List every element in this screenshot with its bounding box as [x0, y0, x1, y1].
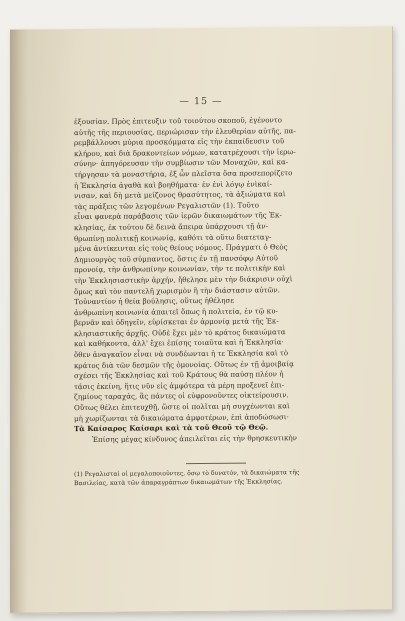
- text-line: ζημίους ταραχάς, ἃς πάντες οἱ εὐφρονοῦντες οἰκτείρουσιν.: [74, 390, 289, 402]
- text-line: τάσις ἐκείνη, ἥτις νῦν εἰς ἀμφότερα τὰ μέρη προξενεῖ ἐπι-: [74, 380, 285, 391]
- text-line: προνοίᾳ, τὴν ἀνθρωπίνην κοινωνίαν, τὴν τε πολιτικὴν καὶ: [74, 263, 286, 275]
- text-line: Δημιουργὸς τοῦ σύμπαντος, ὅστις ἐν τῇ πανσόφῳ Αὐτοῦ: [74, 253, 278, 264]
- text-line: ρεμβάλλουσι μύρια προσκόμματα εἰς τὴν ἐκπαίδευσιν τοῦ: [74, 136, 285, 148]
- text-line: μένα ἀντίκεινται εἰς τοὺς θείους νόμους. Πράγματι ὁ Θεὸς: [74, 242, 288, 254]
- page-number: — 15 —: [179, 95, 223, 108]
- text-line: τήργησαν τὰ μοναστήρια, ἐξ ὧν πλεῖστα ὅσα προσεπορίζετο: [74, 168, 293, 180]
- scripture-quote-line: Τὰ Καίσαρος Καίσαρι καὶ τὰ τοῦ Θεοῦ τῷ Θεῷ.: [74, 422, 269, 434]
- text-line: τὴν Ἐκκλησιαστικὴν ἀρχήν, ἤθελησε μὲν τὴν διάκρισιν οὐχὶ: [74, 274, 293, 286]
- text-line: ἡ Ἐκκλησία ἀγαθὰ καὶ βοηθήματα· ἐν ἑνὶ λόγῳ ἐνὶκαί-: [74, 178, 272, 190]
- text-line: σύνην· ἀπηγόρευσαν τὴν συμβίωσιν τῶν Μοναχῶν, καὶ κα-: [74, 157, 289, 169]
- page-binding-edge: [10, 30, 28, 613]
- text-line: κλησίας, ἐκ τούτου δὲ δεινὰ ἄπειρα ὑπάρχουσι τῇ ἀν-: [74, 221, 269, 233]
- text-line: κράτος διὰ τῶν δεσμῶν τῆς ὁμονοίας. Οὕτως ἐν τῇ ἀμοιβαίᾳ: [74, 358, 294, 370]
- text-line: καὶ καθήκοντα, ἀλλ' ἔχει ἐπίσης τοιαῦτα καὶ ἡ Ἐκκλησία·: [74, 337, 284, 349]
- footnote: [74, 467, 374, 488]
- text-line: ὅθεν ἀναγκαῖον εἶναι νὰ συνδέωνται ἡ τε Ἐκκλησία καὶ τὸ: [74, 348, 289, 360]
- text-line: ἐξουσίαν. Πρὸς ἐπιτευξιν τοῦ τοιούτου σκοποῦ, ἐγένοντο: [74, 115, 283, 127]
- text-line: Τοὐναντίον ἡ θεία βούλησις, οὕτως ἠθέλησε: [74, 295, 235, 307]
- text-line: κλήρου, καὶ διὰ δρακοντείων νόμων, κατατρέχουσι τὴν ἱερω-: [74, 146, 296, 158]
- text-line: σχέσει τῆς Ἐκκλησίας καὶ τοῦ Κράτους θὰ παύσῃ πλέον ἡ: [74, 369, 284, 381]
- text-line: κλησιαστικῆς ἀρχῆς. Οὐδὲ ἔχει μὲν τὸ κράτος δικαιώματα: [74, 327, 286, 338]
- text-line: ἀνθρωπίνη κοινωνία ἀπαιτεῖ ὅπως ἡ πολιτεία, ἐν τῷ κυ-: [74, 306, 278, 317]
- book-page: [10, 26, 393, 613]
- text-line: μὴ χωρίζωνται τὰ δικαιώματα ἀμφοτέρων, ἐπὶ ἀποδώσωσι·: [74, 411, 289, 423]
- text-line: Ἐπίσης μέγας κίνδυνος ἀπειλεῖται εἰς τὴν θρησκευτικὴν: [92, 432, 297, 444]
- text-line: Οὕτως θέλει ἐπιτευχθῇ, ὥστε οἱ πολῖται μὴ συγχέωνται καὶ: [74, 401, 290, 413]
- body-text: [74, 114, 374, 445]
- text-line: νισαν, καὶ δὴ μετὰ μείζονος θρασύτητος, τὰ ἀξιώματα καὶ: [74, 189, 286, 201]
- footnote-line: Βασιλείας, κατὰ τῶν ἀπαραγράπτων δικαιωμάτων τῆς Ἐκκλησίας.: [74, 478, 283, 488]
- footnote-divider: [186, 463, 246, 465]
- text-line: τὰς πράξεις τῶν λεγομένων Ρεγαλιστῶν (1). Τοῦτο: [74, 200, 260, 211]
- text-line: θρωπίνῃ πολιτικῇ κοινωνίᾳ, καθότι τὰ οὕτω διατεταγ-: [74, 231, 272, 243]
- text-line: εἶναι φανερὰ παράβασις τῶν ἱερῶν δικαιωμάτων τῆς Ἐκ-: [74, 210, 282, 222]
- text-line: αὐτῆς τῆς περιουσίας, περιώρισαν τὴν ἐλευθερίαν αὐτῆς, πα-: [74, 125, 296, 137]
- text-line: βερνᾶν καὶ ὁδηγεῖν, εὑρίσκεται ἐν ἁρμονίᾳ μετὰ τῆς Ἐκ-: [74, 316, 279, 328]
- text-line: ὅμως καὶ τὸν παντελῆ χωρισμὸν ἢ τὴν διάστασιν αὐτῶν.: [74, 284, 280, 296]
- footnote-line: (1) Ρεγαλισταὶ οἱ μεγαλοποιοῦντες, ὅσῳ τὸ δυνατόν, τὰ δικαιώματα τῆς: [74, 469, 300, 479]
